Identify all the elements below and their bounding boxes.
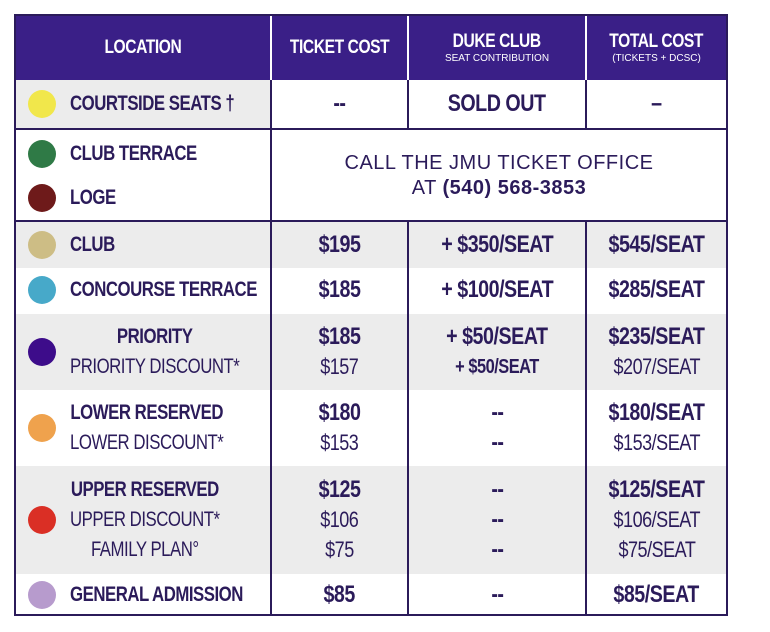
location	[16, 266, 270, 314]
pricing-table	[14, 14, 728, 616]
location-cell	[16, 222, 272, 268]
color-dot-icon	[28, 581, 56, 609]
location-cell	[16, 466, 272, 574]
club-contribution-cell	[409, 314, 587, 390]
color-dot-icon	[28, 140, 56, 168]
total-cost: $85/SEAT	[613, 581, 700, 608]
club-contribution: --	[490, 536, 504, 563]
location	[16, 390, 270, 466]
location-name: FAMILY PLAN°	[90, 538, 199, 561]
total-cost-cell	[587, 80, 726, 128]
ticket-cost: $157	[320, 354, 359, 379]
ticket-cost: $153	[320, 430, 359, 455]
club-contribution: + $50/SEAT	[446, 323, 548, 350]
club-contribution-cell	[409, 574, 587, 616]
club-contribution-cell	[409, 222, 587, 268]
club-contribution: + $50/SEAT	[455, 356, 539, 378]
location-name: UPPER RESERVED	[70, 478, 219, 501]
ticket-cost-cell	[272, 314, 409, 390]
location-name: CLUB	[70, 233, 115, 256]
total-cost: $180/SEAT	[608, 399, 705, 426]
club-contribution-cell	[409, 80, 587, 128]
location-names	[70, 398, 262, 458]
location	[16, 183, 270, 213]
call-ticket-office-cell	[272, 130, 726, 222]
header-duke-club-sub: SEAT CONTRIBUTION	[444, 52, 550, 64]
location	[16, 80, 270, 128]
total-cost: $125/SEAT	[608, 476, 705, 503]
location-names	[70, 475, 257, 565]
club-contribution: --	[490, 581, 504, 608]
ticket-cost: $125	[318, 476, 361, 503]
total-cost-cell	[587, 466, 726, 574]
ticket-cost: $185	[318, 323, 361, 350]
location-cell	[16, 130, 272, 222]
location-names	[70, 322, 282, 382]
call-prefix: AT	[411, 177, 443, 199]
color-dot-icon	[28, 90, 56, 118]
club-contribution: + $350/SEAT	[441, 231, 553, 258]
color-dot-icon	[28, 338, 56, 366]
header-duke-club: DUKE CLUB	[452, 31, 542, 53]
ticket-cost-cell	[272, 574, 409, 616]
ticket-cost: $195	[318, 231, 361, 258]
table-row	[16, 466, 726, 574]
color-dot-icon	[28, 414, 56, 442]
header-total-cost-sub: (TICKETS + DCSC)	[612, 52, 701, 64]
total-cost: $75/SEAT	[618, 537, 695, 562]
ticket-cost: $185	[318, 276, 361, 303]
total-cost-cell	[587, 574, 726, 616]
location	[16, 139, 270, 169]
club-contribution: --	[490, 429, 504, 456]
header-total-cell	[587, 16, 726, 80]
location-cell	[16, 390, 272, 466]
location	[16, 314, 270, 390]
club-contribution-cell	[409, 266, 587, 314]
location-name: PRIORITY DISCOUNT*	[70, 355, 240, 378]
ticket-cost: $75	[325, 537, 354, 562]
table-row	[16, 220, 726, 268]
total-cost-cell	[587, 222, 726, 268]
table-row	[16, 80, 726, 128]
call-line-2	[412, 176, 587, 201]
ticket-cost-cell	[272, 222, 409, 268]
ticket-cost-cell	[272, 390, 409, 466]
table-row	[16, 390, 726, 466]
total-cost: $207/SEAT	[613, 354, 700, 379]
location-name: PRIORITY	[116, 325, 193, 348]
location-name: LOWER DISCOUNT*	[70, 431, 224, 454]
club-contribution: --	[490, 506, 504, 533]
table-row	[16, 314, 726, 390]
header-ticket-cost: TICKET COST	[289, 36, 390, 58]
table-row	[16, 128, 726, 222]
ticket-cost-cell	[272, 466, 409, 574]
location-name: GENERAL ADMISSION	[70, 583, 243, 606]
location-name: UPPER DISCOUNT*	[70, 508, 220, 531]
total-cost: $545/SEAT	[608, 231, 705, 258]
ticket-cost: --	[333, 90, 346, 117]
ticket-cost-cell	[272, 80, 409, 128]
location-cell	[16, 266, 272, 314]
location-name: CONCOURSE TERRACE	[70, 278, 257, 301]
table-row	[16, 574, 726, 616]
club-contribution: SOLD OUT	[448, 90, 546, 117]
club-contribution-cell	[409, 390, 587, 466]
location	[16, 574, 270, 616]
club-contribution: --	[490, 476, 504, 503]
location	[16, 222, 270, 268]
location-name: LOWER RESERVED	[70, 401, 223, 424]
location-cell	[16, 314, 272, 390]
ticket-cost: $85	[323, 581, 356, 608]
color-dot-icon	[28, 184, 56, 212]
total-cost: $153/SEAT	[613, 430, 700, 455]
total-cost-cell	[587, 390, 726, 466]
total-cost-cell	[587, 266, 726, 314]
phone-number: (540) 568-3853	[442, 177, 587, 199]
ticket-cost-cell	[272, 266, 409, 314]
location-cell	[16, 80, 272, 128]
total-cost: $285/SEAT	[608, 276, 705, 303]
color-dot-icon	[28, 231, 56, 259]
header-location: LOCATION	[104, 36, 182, 58]
location-name: LOGE	[70, 186, 116, 209]
location	[16, 466, 270, 574]
club-contribution: + $100/SEAT	[441, 276, 553, 303]
total-cost: –	[651, 90, 662, 117]
total-cost: $235/SEAT	[608, 323, 705, 350]
header-duke-club-cell	[409, 16, 587, 80]
header-location-cell	[16, 16, 272, 80]
club-contribution: --	[490, 399, 504, 426]
header-ticket-cell	[272, 16, 409, 80]
ticket-cost: $106	[320, 507, 359, 532]
table-header	[16, 16, 726, 80]
ticket-cost: $180	[318, 399, 361, 426]
location-cell	[16, 574, 272, 616]
color-dot-icon	[28, 506, 56, 534]
location-name: CLUB TERRACE	[70, 142, 197, 165]
color-dot-icon	[28, 276, 56, 304]
total-cost: $106/SEAT	[613, 507, 700, 532]
location-name: COURTSIDE SEATS †	[70, 92, 235, 115]
table-row	[16, 266, 726, 314]
total-cost-cell	[587, 314, 726, 390]
call-line-1: CALL THE JMU TICKET OFFICE	[344, 152, 654, 174]
header-total-cost: TOTAL COST	[609, 31, 704, 53]
club-contribution-cell	[409, 466, 587, 574]
